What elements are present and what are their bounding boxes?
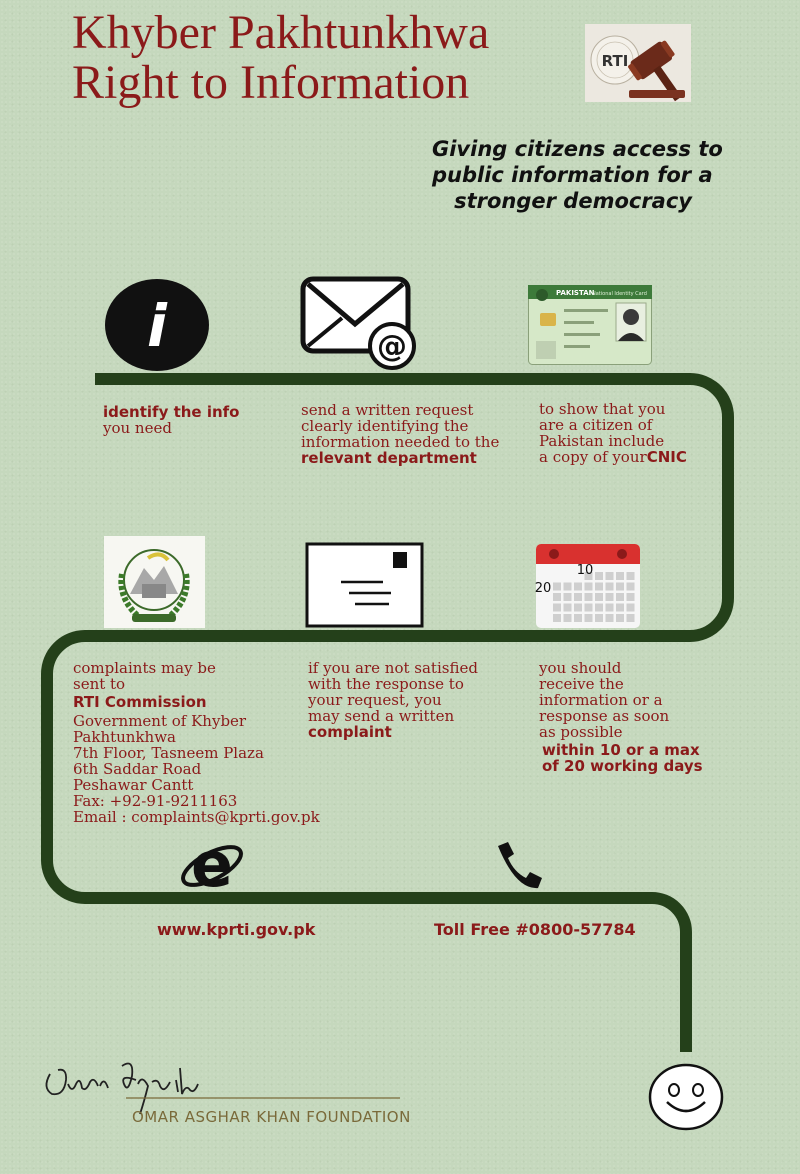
smiley-face-icon (647, 1062, 725, 1132)
step-cnic: to show that you are a citizen of Pakistan include a copy of yourCNIC (539, 400, 687, 466)
phone-icon (490, 838, 546, 894)
calendar-cell (627, 583, 635, 591)
calendar-cell (606, 614, 614, 622)
calendar-cell (616, 593, 624, 601)
calendar-cell (574, 583, 582, 591)
internet-explorer-icon (180, 836, 244, 896)
calendar-cell (553, 604, 561, 612)
tollfree-number[interactable]: Toll Free #0800-57784 (434, 920, 636, 939)
calendar-cell (595, 593, 603, 601)
calendar-cell (585, 583, 593, 591)
calendar-cell (616, 572, 624, 580)
calendar-cell (564, 583, 572, 591)
svg-text:e: e (190, 836, 234, 896)
calendar-cell (606, 593, 614, 601)
calendar-cell (564, 604, 572, 612)
calendar-cell (553, 593, 561, 601)
rti-gavel-logo (585, 24, 691, 102)
calendar-cell (553, 583, 561, 591)
deadline-line2: of 20 working days (542, 757, 703, 775)
calendar-cell (564, 593, 572, 601)
calendar-cell (574, 593, 582, 601)
calendar-cell (616, 614, 624, 622)
svg-text:@: @ (377, 329, 407, 364)
calendar-cell (595, 583, 603, 591)
calendar-cell (574, 614, 582, 622)
step-identify-info: identify the info you need (103, 403, 240, 437)
calendar-cell (627, 614, 635, 622)
calendar-cell (616, 583, 624, 591)
calendar-cell (627, 593, 635, 601)
step-written-request: send a written request clearly identifying the information needed to the relevant department (301, 401, 500, 467)
step-identify-bold: identify the info (103, 403, 240, 421)
svg-text:i: i (147, 292, 167, 360)
kp-emblem (104, 536, 205, 628)
calendar-day-20: 20 (534, 581, 552, 596)
step-complaints-address: complaints may be sent to RTI Commission Government of Khyber Pakhtunkhwa 7th Floor, Tasneem Plaza 6th Saddar Road Peshawar Cantt Fax: +92-91-9211163 Email : complaints@kprti.gov.pk (73, 659, 320, 826)
deadline-line1: within 10 or a max (542, 741, 700, 759)
step-response-time: you should receive the information or a response as soon as possible within 10 or a max of 20 working days (539, 659, 703, 775)
cnic-label: CNIC (646, 448, 687, 466)
calendar-cell (606, 604, 614, 612)
calendar-day-10: 10 (576, 563, 594, 578)
letter-envelope-icon (305, 542, 425, 628)
website-link[interactable]: www.kprti.gov.pk (157, 920, 316, 939)
foundation-name: OMAR ASGHAR KHAN FOUNDATION (132, 1108, 411, 1126)
fax-number: Fax: +92-91-9211163 (73, 792, 238, 810)
calendar-cell (585, 614, 593, 622)
calendar-cell (627, 604, 635, 612)
calendar-cell (595, 604, 603, 612)
calendar-cell (564, 614, 572, 622)
calendar-cell (574, 604, 582, 612)
email-icon (300, 276, 418, 370)
calendar-cell (585, 593, 593, 601)
calendar-cell (595, 614, 603, 622)
calendar-icon (533, 542, 643, 630)
cnic-subtitle: National Identity Card (592, 291, 647, 297)
calendar-cell (606, 572, 614, 580)
relevant-department: relevant department (301, 449, 477, 467)
rti-commission: RTI Commission (73, 693, 207, 711)
calendar-cell (585, 604, 593, 612)
cnic-country: PAKISTAN (556, 289, 595, 297)
email-address[interactable]: Email : complaints@kprti.gov.pk (73, 808, 320, 826)
step-not-satisfied: if you are not satisfied with the response to your request, you may send a written complaint (308, 659, 478, 741)
info-icon (104, 278, 210, 372)
complaint-label: complaint (308, 723, 392, 741)
calendar-cell (616, 604, 624, 612)
page-title: Khyber Pakhtunkhwa Right to Information (72, 6, 490, 109)
tagline: Giving citizens access to public information for a stronger democracy (432, 137, 723, 213)
calendar-cell (627, 572, 635, 580)
calendar-cell (553, 614, 561, 622)
cnic-card-image (528, 285, 652, 365)
calendar-cell (595, 572, 603, 580)
calendar-cell (606, 583, 614, 591)
rti-logo-text: RTI (601, 52, 629, 70)
